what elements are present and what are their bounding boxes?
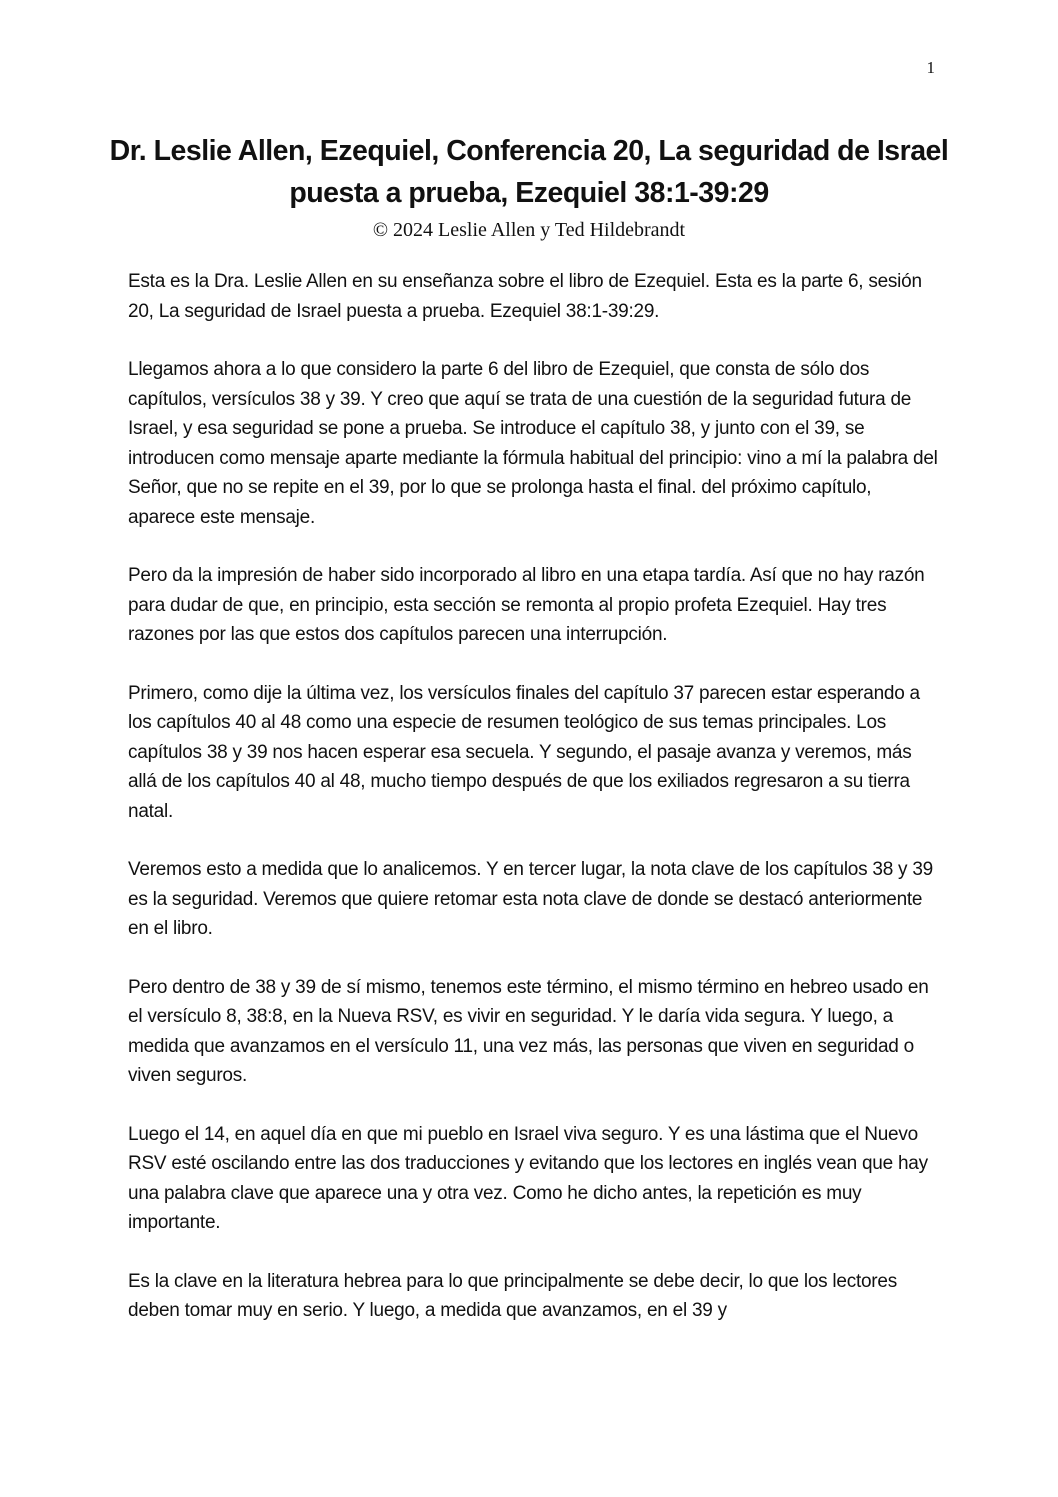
paragraph: Pero dentro de 38 y 39 de sí mismo, tenemos este término, el mismo término en hebreo usado en el versículo 8, 38:8, en la Nueva RSV, es vivir en seguridad. Y le daría vida segura. Y luego, a medida que avanzamos en el versículo 11, una vez más, las personas que viven en seguridad o viven seguros.	[128, 976, 929, 1086]
page-number: 1	[926, 58, 935, 77]
paragraph: Primero, como dije la última vez, los versículos finales del capítulo 37 parecen estar esperando a los capítulos 40 al 48 como una especie de resumen teológico de sus temas principales. Los capítulos 38 y 39 nos hacen esperar esa secuela. Y segundo, el pasaje avanza y veremos, más allá de los capítulos 40 al 48, mucho tiempo después de que los exiliados regresaron a su tierra natal.	[128, 682, 920, 822]
paragraph: Esta es la Dra. Leslie Allen en su enseñanza sobre el libro de Ezequiel. Esta es la parte 6, sesión 20, La seguridad de Israel puesta a prueba. Ezequiel 38:1-39:29.	[128, 271, 922, 322]
paragraph: Es la clave en la literatura hebrea para lo que principalmente se debe decir, lo que los lectores deben tomar muy en serio. Y luego, a medida que avanzamos, en el 39 y	[128, 1270, 897, 1321]
paragraph: Pero da la impresión de haber sido incorporado al libro en una etapa tardía. Así que no hay razón para dudar de que, en principio, esta sección se remonta al propio profeta Ezequiel. Hay tres razones por las que estos dos capítulos parecen una interrupción.	[128, 565, 925, 645]
paragraph: Veremos esto a medida que lo analicemos. Y en tercer lugar, la nota clave de los capítulos 38 y 39 es la seguridad. Veremos que quiere retomar esta nota clave de donde se destacó anteriormente en el libro.	[128, 859, 933, 939]
copyright-line: © 2024 Leslie Allen y Ted Hildebrandt	[372, 219, 686, 241]
paragraph: Luego el 14, en aquel día en que mi pueblo en Israel viva seguro. Y es una lástima que el Nuevo RSV esté oscilando entre las dos traducciones y evitando que los lectores en inglés vean que hay una palabra clave que aparece una y otra vez. Como he dicho antes, la repetición es muy importante.	[128, 1123, 928, 1233]
paragraph: Llegamos ahora a lo que considero la parte 6 del libro de Ezequiel, que consta de sólo dos capítulos, versículos 38 y 39. Y creo que aquí se trata de una cuestión de la seguridad futura de Israel, y esa seguridad se pone a prueba. Se introduce el capítulo 38, y junto con el 39, se introducen como mensaje aparte mediante la fórmula habitual del principio: vino a mí la palabra del Señor, que no se repite en el 39, por lo que se prolonga hasta el final. del próximo capítulo, aparece este mensaje.	[128, 359, 938, 528]
document-subtitle: puesta a prueba, Ezequiel 38:1-39:29	[289, 177, 769, 209]
document-header	[0, 0, 1058, 243]
document-title: Dr. Leslie Allen, Ezequiel, Conferencia 20, La seguridad de Israel	[109, 135, 949, 167]
document-body	[0, 243, 1058, 1326]
